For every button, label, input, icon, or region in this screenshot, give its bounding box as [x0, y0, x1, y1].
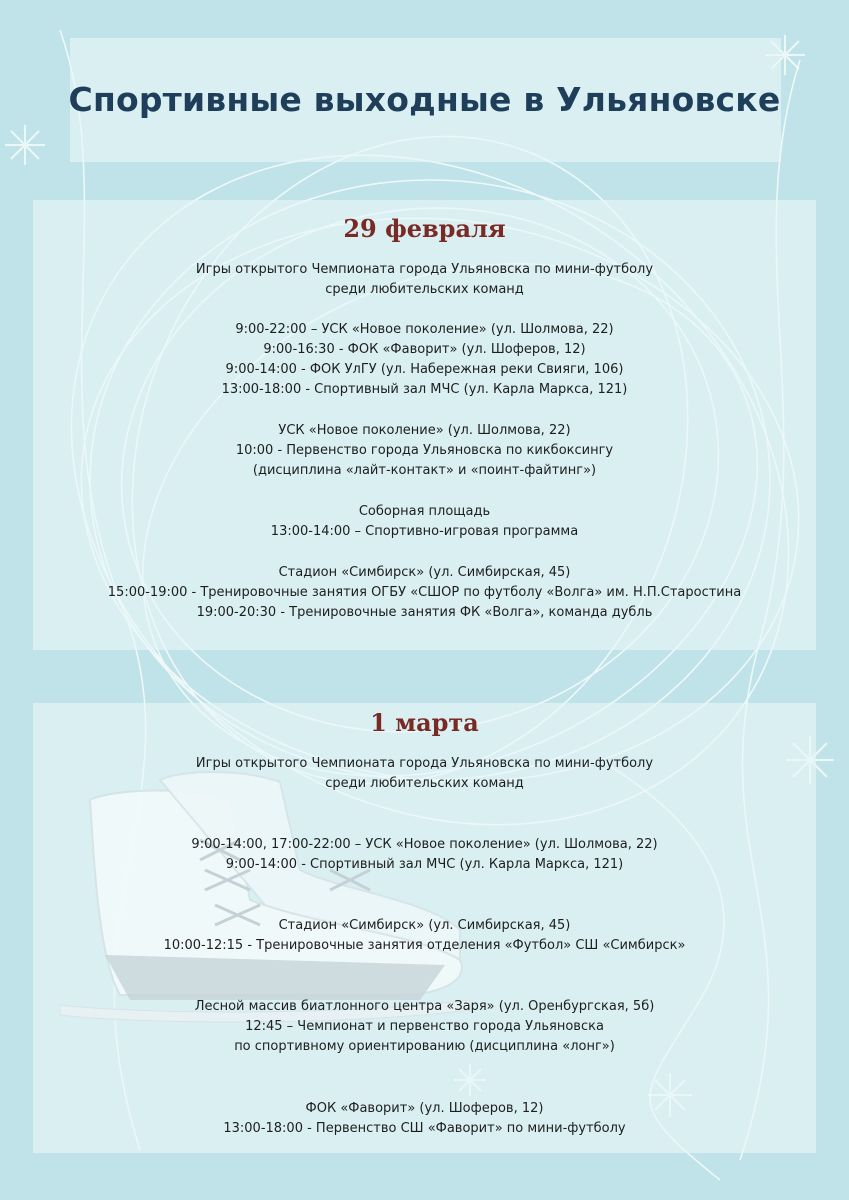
venue-line: Стадион «Симбирск» (ул. Симбирская, 45): [278, 918, 571, 933]
event-line: среди любительских команд: [325, 776, 524, 791]
event-line: 13:00-14:00 – Спортивно-игровая программа: [270, 524, 579, 539]
date-heading: 29 февраля: [343, 214, 506, 243]
event-line: 10:00 - Первенство города Ульяновска по кикбоксингу: [235, 443, 614, 458]
venue-line: Стадион «Симбирск» (ул. Симбирская, 45): [278, 565, 571, 580]
date-heading: 1 марта: [370, 708, 479, 737]
venue-line: ФОК «Фаворит» (ул. Шоферов, 12): [305, 1101, 544, 1116]
event-line: 9:00-16:30 - ФОК «Фаворит» (ул. Шоферов, 12): [263, 342, 586, 357]
event-line: 9:00-22:00 – УСК «Новое поколение» (ул. Шолмова, 22): [235, 322, 614, 337]
event-line: по спортивному ориентированию (дисциплина «лонг»): [234, 1039, 615, 1054]
event-line: 13:00-18:00 - Спортивный зал МЧС (ул. Карла Маркса, 121): [221, 382, 628, 397]
event-line: 9:00-14:00 - ФОК УлГУ (ул. Набережная реки Свияги, 106): [225, 362, 624, 377]
venue-line: Лесной массив биатлонного центра «Заря» (ул. Оренбургская, 5б): [194, 999, 655, 1014]
event-line: 10:00-12:15 - Тренировочные занятия отделения «Футбол» СШ «Симбирск»: [163, 938, 686, 953]
event-line: (дисциплина «лайт-контакт» и «поинт-файтинг»): [252, 463, 597, 478]
venue-line: Соборная площадь: [358, 504, 491, 519]
event-line: 9:00-14:00, 17:00-22:00 – УСК «Новое поколение» (ул. Шолмова, 22): [191, 837, 658, 852]
event-line: 12:45 – Чемпионат и первенство города Ульяновска: [245, 1019, 604, 1034]
event-line: Игры открытого Чемпионата города Ульяновска по мини-футболу: [195, 756, 654, 771]
event-line: 13:00-18:00 - Первенство СШ «Фаворит» по мини-футболу: [223, 1121, 626, 1136]
event-line: 19:00-20:30 - Тренировочные занятия ФК «Волга», команда дубль: [196, 605, 653, 620]
venue-line: УСК «Новое поколение» (ул. Шолмова, 22): [278, 423, 571, 438]
event-line: Игры открытого Чемпионата города Ульяновска по мини-футболу: [195, 262, 654, 277]
page-title: Спортивные выходные в Ульяновске: [68, 80, 781, 119]
event-line: 15:00-19:00 - Тренировочные занятия ОГБУ «СШОР по футболу «Волга» им. Н.П.Старостина: [107, 585, 742, 600]
event-line: среди любительских команд: [325, 282, 524, 297]
event-line: 9:00-14:00 - Спортивный зал МЧС (ул. Карла Маркса, 121): [225, 857, 624, 872]
